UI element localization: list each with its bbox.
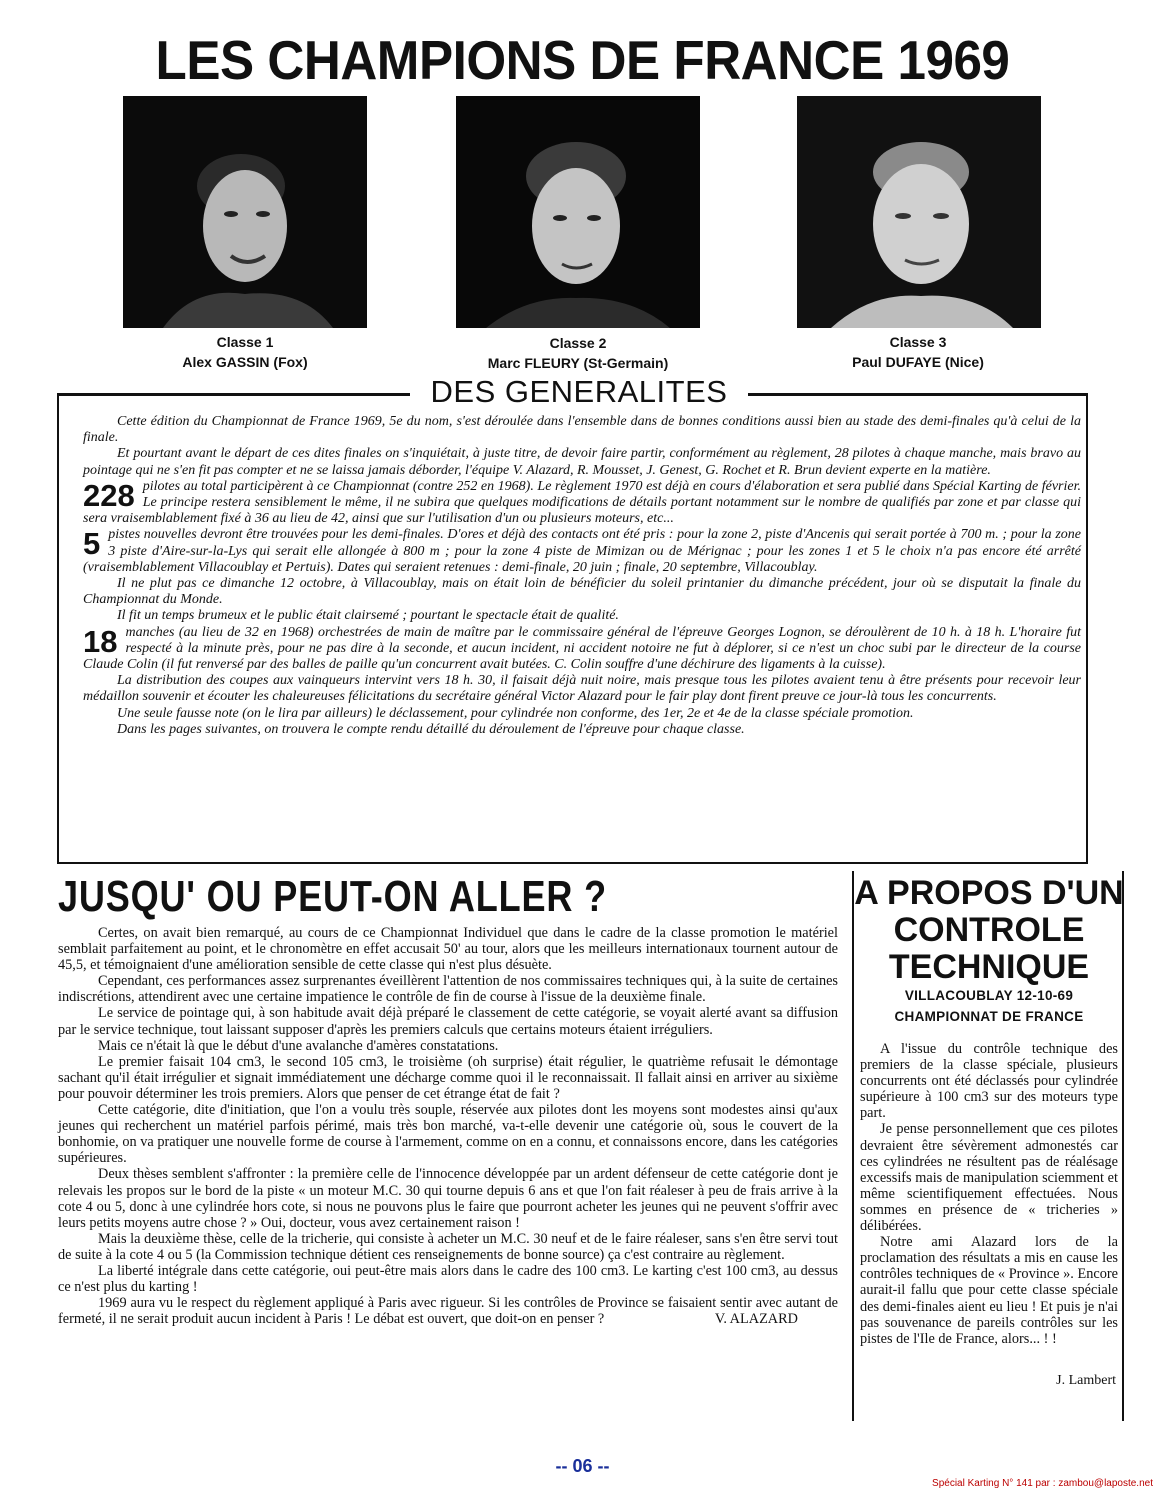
paragraph: Le service de pointage qui, à son habitude avait déjà préparé le classement de cette catégorie, se voyait alerté avant sa diffusion par le service technique, tout laissant supposer d'après les premiers calculs que certains moteurs étaient irréguliers. <box>58 1005 838 1038</box>
classe-label: Classe 2 <box>549 335 607 351</box>
champion-caption-2 <box>428 333 728 373</box>
paragraph: Le premier faisait 104 cm3, le second 105 cm3, le troisième (oh surprise) était régulier, le quatrième refusait le démontage sachant qu'il était irrégulier et signait immédiatement une décharge comme quoi il le reconnaissait. Il fallait ainsi en arriver au sixième pour pouvoir déterminer les trois premiers. Alors que penser de cet étrange état de fait ? <box>58 1053 838 1102</box>
paragraph: Il fit un temps brumeux et le public était clairsemé ; pourtant le spectacle était de qualité. <box>117 608 619 624</box>
paragraph: La liberté intégrale dans cette catégorie, oui peut-être mais alors dans le cadre des 100 cm3. Le karting c'est 100 cm3, au dessus ce n'est plus du karting ! <box>58 1262 838 1296</box>
paragraph: Cette catégorie, dite d'initiation, que l'on a voulu très souple, réservée aux pilotes dont les moyens sont modestes ainsi qu'aux jeunes qui recherchent un matériel parfois périmé, mais très bon marché, va-t-elle devenir une catégorie où, sous le couvert de la bonhomie, on va pratiquer une nouvelle forme de course à l'armement, comme on en a connu, et connaissons encore, dans les catégories supérieures. <box>58 1102 838 1167</box>
generalites-text <box>83 414 1081 738</box>
paragraph-text: manches (au lieu de 32 en 1968) orchestrées de main de maître par le commissaire général de l'épreuve Georges Lognon, se déroulèrent de 10 h. à 18 h. L'horaire fut respecté à la minute près, pour ne pas dire à la seconde, et aucun incident, ni accident notoire ne fut à déplorer, si ce n'est un choc subi par le directeur de la course Claude Colin (il fut renversé par des balles de paille qu'un concurrent avait butées. C. Colin souffre d'une déchirure des ligaments à la cuisse). <box>83 624 1081 673</box>
champion-photo-3 <box>797 96 1041 328</box>
subtitle-line: CHAMPIONNAT DE FRANCE <box>894 1009 1084 1024</box>
paragraph: Dans les pages suivantes, on trouvera le compte rendu détaillé du déroulement de l'épreuve pour chaque classe. <box>117 721 745 737</box>
title-line: CONTROLE <box>893 911 1085 949</box>
article-body <box>58 925 838 1327</box>
page-number: -- 06 -- <box>555 1456 610 1476</box>
paragraph: Je pense personnellement que ces pilotes devraient être sévèrement admonestés car ces cylindrées ne résultent pas de réalésage excessifs mais de manipulation sciemment et même scientifiquement effectuées. Nous sommes en présence de « tricheries » délibérées. <box>860 1121 1118 1235</box>
paragraph-text: 1969 aura vu le respect du règlement appliqué à Paris avec rigueur. Si les contrôles de Province se faisaient sentir avec autant de fermeté, il ne serait produit aucun incident à Paris ! Le débat est ouvert, que doit-on en penser ? <box>58 1295 838 1328</box>
paragraph: Et pourtant avant le départ de ces dites finales on s'inquiétait, à juste titre, de devoir faire partir, conformément au règlement, 28 pilotes à chaque manche, mais bravo au pointage qui ne s'en fit pas compter et ne se laissa jamais déborder, l'équipe V. Alazard, R. Mousset, J. Genest, G. Rochet et R. Brun devient experte en la matière. <box>83 446 1081 478</box>
paragraph: Cependant, ces performances assez surprenantes éveillèrent l'attention de nos commissaires techniques qui, à la suite de certaines indiscrétions, attendirent avec une certaine impatience le contrôle de fin de course à l'issue de la deuxième finale. <box>58 973 838 1006</box>
page-title: LES CHAMPIONS DE FRANCE 1969 <box>155 29 1010 91</box>
portrait-image <box>456 96 700 328</box>
title-line: A PROPOS D'UN <box>854 874 1124 912</box>
champion-photo-2 <box>456 96 700 328</box>
generalites-box <box>57 394 1088 864</box>
paragraph: La distribution des coupes aux vainqueurs intervint vers 18 h. 30, il faisait déjà nuit noire, mais presque tous les pilotes avaient tenu à être présents pour recevoir leur médaillon souvenir et écouter les chaleureuses félicitations du secrétaire général Victor Alazard pour le fair play dont firent preuve ce jour-là tous les concurrents. <box>83 673 1081 705</box>
article-title: JUSQU' OU PEUT-ON ALLER ? <box>58 872 607 921</box>
article-signature: V. ALAZARD <box>714 1311 798 1328</box>
portrait-image <box>797 96 1041 328</box>
paragraph: Il ne plut pas ce dimanche 12 octobre, à Villacoublay, mais on était loin de bénéficier du soleil printanier du dimanche précédent, jour où se disputait la finale du Championnat du Monde. <box>83 576 1081 608</box>
sidebar-signature: J. Lambert <box>1056 1373 1116 1388</box>
footer-credit: Spécial Karting N° 141 par : zambou@laposte.net <box>932 1478 1153 1489</box>
classe-label: Classe 1 <box>216 334 274 350</box>
big-number: 5 <box>83 526 101 562</box>
big-number: 228 <box>83 477 135 513</box>
divider <box>748 393 1088 395</box>
paragraph <box>58 1295 838 1327</box>
paragraph <box>83 625 1081 674</box>
section-heading: DES GENERALITES <box>410 374 748 410</box>
paragraph: Une seule fausse note (on le lira par ailleurs) le déclassement, pour cylindrée non conforme, des 1er, 2e et 4e de la classe spéciale promotion. <box>117 705 914 721</box>
champion-caption-1 <box>95 332 395 372</box>
champion-name: Alex GASSIN (Fox) <box>182 354 308 370</box>
champion-caption-3 <box>768 332 1068 372</box>
title-line: TECHNIQUE <box>888 948 1090 986</box>
paragraph: Notre ami Alazard lors de la proclamation des résultats a mis en cause les contrôles techniques de « Province ». Encore aurait-il fallu que pour cette classe spéciale des demi-finales aient eu lieu ! Et puis je n'ai pas souvenance de pareils contrôles sur les pistes de l'Ile de France, alors... ! ! <box>860 1234 1118 1347</box>
big-number: 18 <box>83 623 118 659</box>
sidebar-article <box>852 871 1124 1421</box>
paragraph: Cette édition du Championnat de France 1969, 5e du nom, s'est déroulée dans l'ensemble dans de bonnes conditions aussi bien au stade des demi-finales qu'à celui de la finale. <box>83 414 1081 446</box>
generalites-header <box>0 374 1165 410</box>
champion-name: Marc FLEURY (St-Germain) <box>487 355 669 371</box>
sidebar-subtitle <box>854 985 1124 1027</box>
paragraph: Mais la deuxième thèse, celle de la tricherie, qui consiste à acheter un M.C. 30 neuf et de le faire réaleser, sans s'en être servi tout de suite à la cote 4 ou 5 (la Commission technique détient ces renseignements de bonne source) ça c'est contraire au règlement. <box>58 1230 838 1263</box>
paragraph-text: pilotes au total participèrent à ce Championnat (contre 252 en 1968). Le règlement 1970 est déjà en cours d'élaboration et sera publié dans Spécial Karting de février. Le principe restera sensiblement le même, il ne subira que quelques modifications de détails portant notamment sur le nombre de qualifiés par zone et par classe qui sera vraisemblablement fixé à 36 au lieu de 42, ainsi que sur l'utilisation d'un ou plusieurs moteurs, etc... <box>83 478 1081 527</box>
paragraph <box>83 527 1081 576</box>
paragraph: Deux thèses semblent s'affronter : la première celle de l'innocence développée par un ardent défenseur de cette catégorie dont je relevais les propos sur le bord de la piste « un moteur M.C. 30 qui tourne depuis 6 ans et que l'on fait réaleser à peu de frais arrive à la cote 4 ou 5, donc à une cylindrée hors cote, si nous ne pouvons plus le faire que pourront acheter les jeunes qui ne peuvent s'offrir avec leurs petits moyens autre chose ? » Oui, docteur, vous avez certainement raison ! <box>58 1166 838 1231</box>
portrait-image <box>123 96 367 328</box>
paragraph: Certes, on avait bien remarqué, au cours de ce Championnat Individuel que dans le cadre de la classe promotion le matériel semblait parfaitement au point, et le chronomètre en effet accusait 50' au tour, alors que les meilleurs internationaux tournent autour de 45,5, et témoignaient d'une amélioration sensible de cette classe qui n'est plus désuète. <box>58 925 838 974</box>
paragraph: A l'issue du contrôle technique des premiers de la classe spéciale, plusieurs concurrents ont été déclassés pour cylindrée supérieure à 100 cm3 sur des moteurs type part. <box>860 1041 1118 1122</box>
paragraph: Mais ce n'était là que le début d'une avalanche d'amères constatations. <box>98 1037 499 1054</box>
champion-photo-1 <box>123 96 367 328</box>
paragraph-text: pistes nouvelles devront être trouvées pour les demi-finales. D'ores et déjà des contacts ont été pris : pour la zone 2, piste d'Ancenis qui serait portée à 700 m. ; pour la zone 3 piste d'Aire-sur-la-Lys qui serait elle allongée à 800 m ; pour la zone 4 piste de Mimizan ou de Mérignac ; pour les zones 1 et 5 le choix n'a pas encore été arrêté (vraisemblablement Villacoublay et Pertuis). Dates qui seraient retenues : demi-finale, 20 juin ; finale, 20 septembre, Villacoublay. <box>83 527 1081 575</box>
subtitle-line: VILLACOUBLAY 12-10-69 <box>904 988 1074 1003</box>
classe-label: Classe 3 <box>889 334 947 350</box>
paragraph <box>83 479 1081 528</box>
champion-name: Paul DUFAYE (Nice) <box>852 354 984 370</box>
sidebar-title <box>854 875 1124 986</box>
sidebar-body <box>860 1041 1118 1347</box>
divider <box>57 393 410 395</box>
